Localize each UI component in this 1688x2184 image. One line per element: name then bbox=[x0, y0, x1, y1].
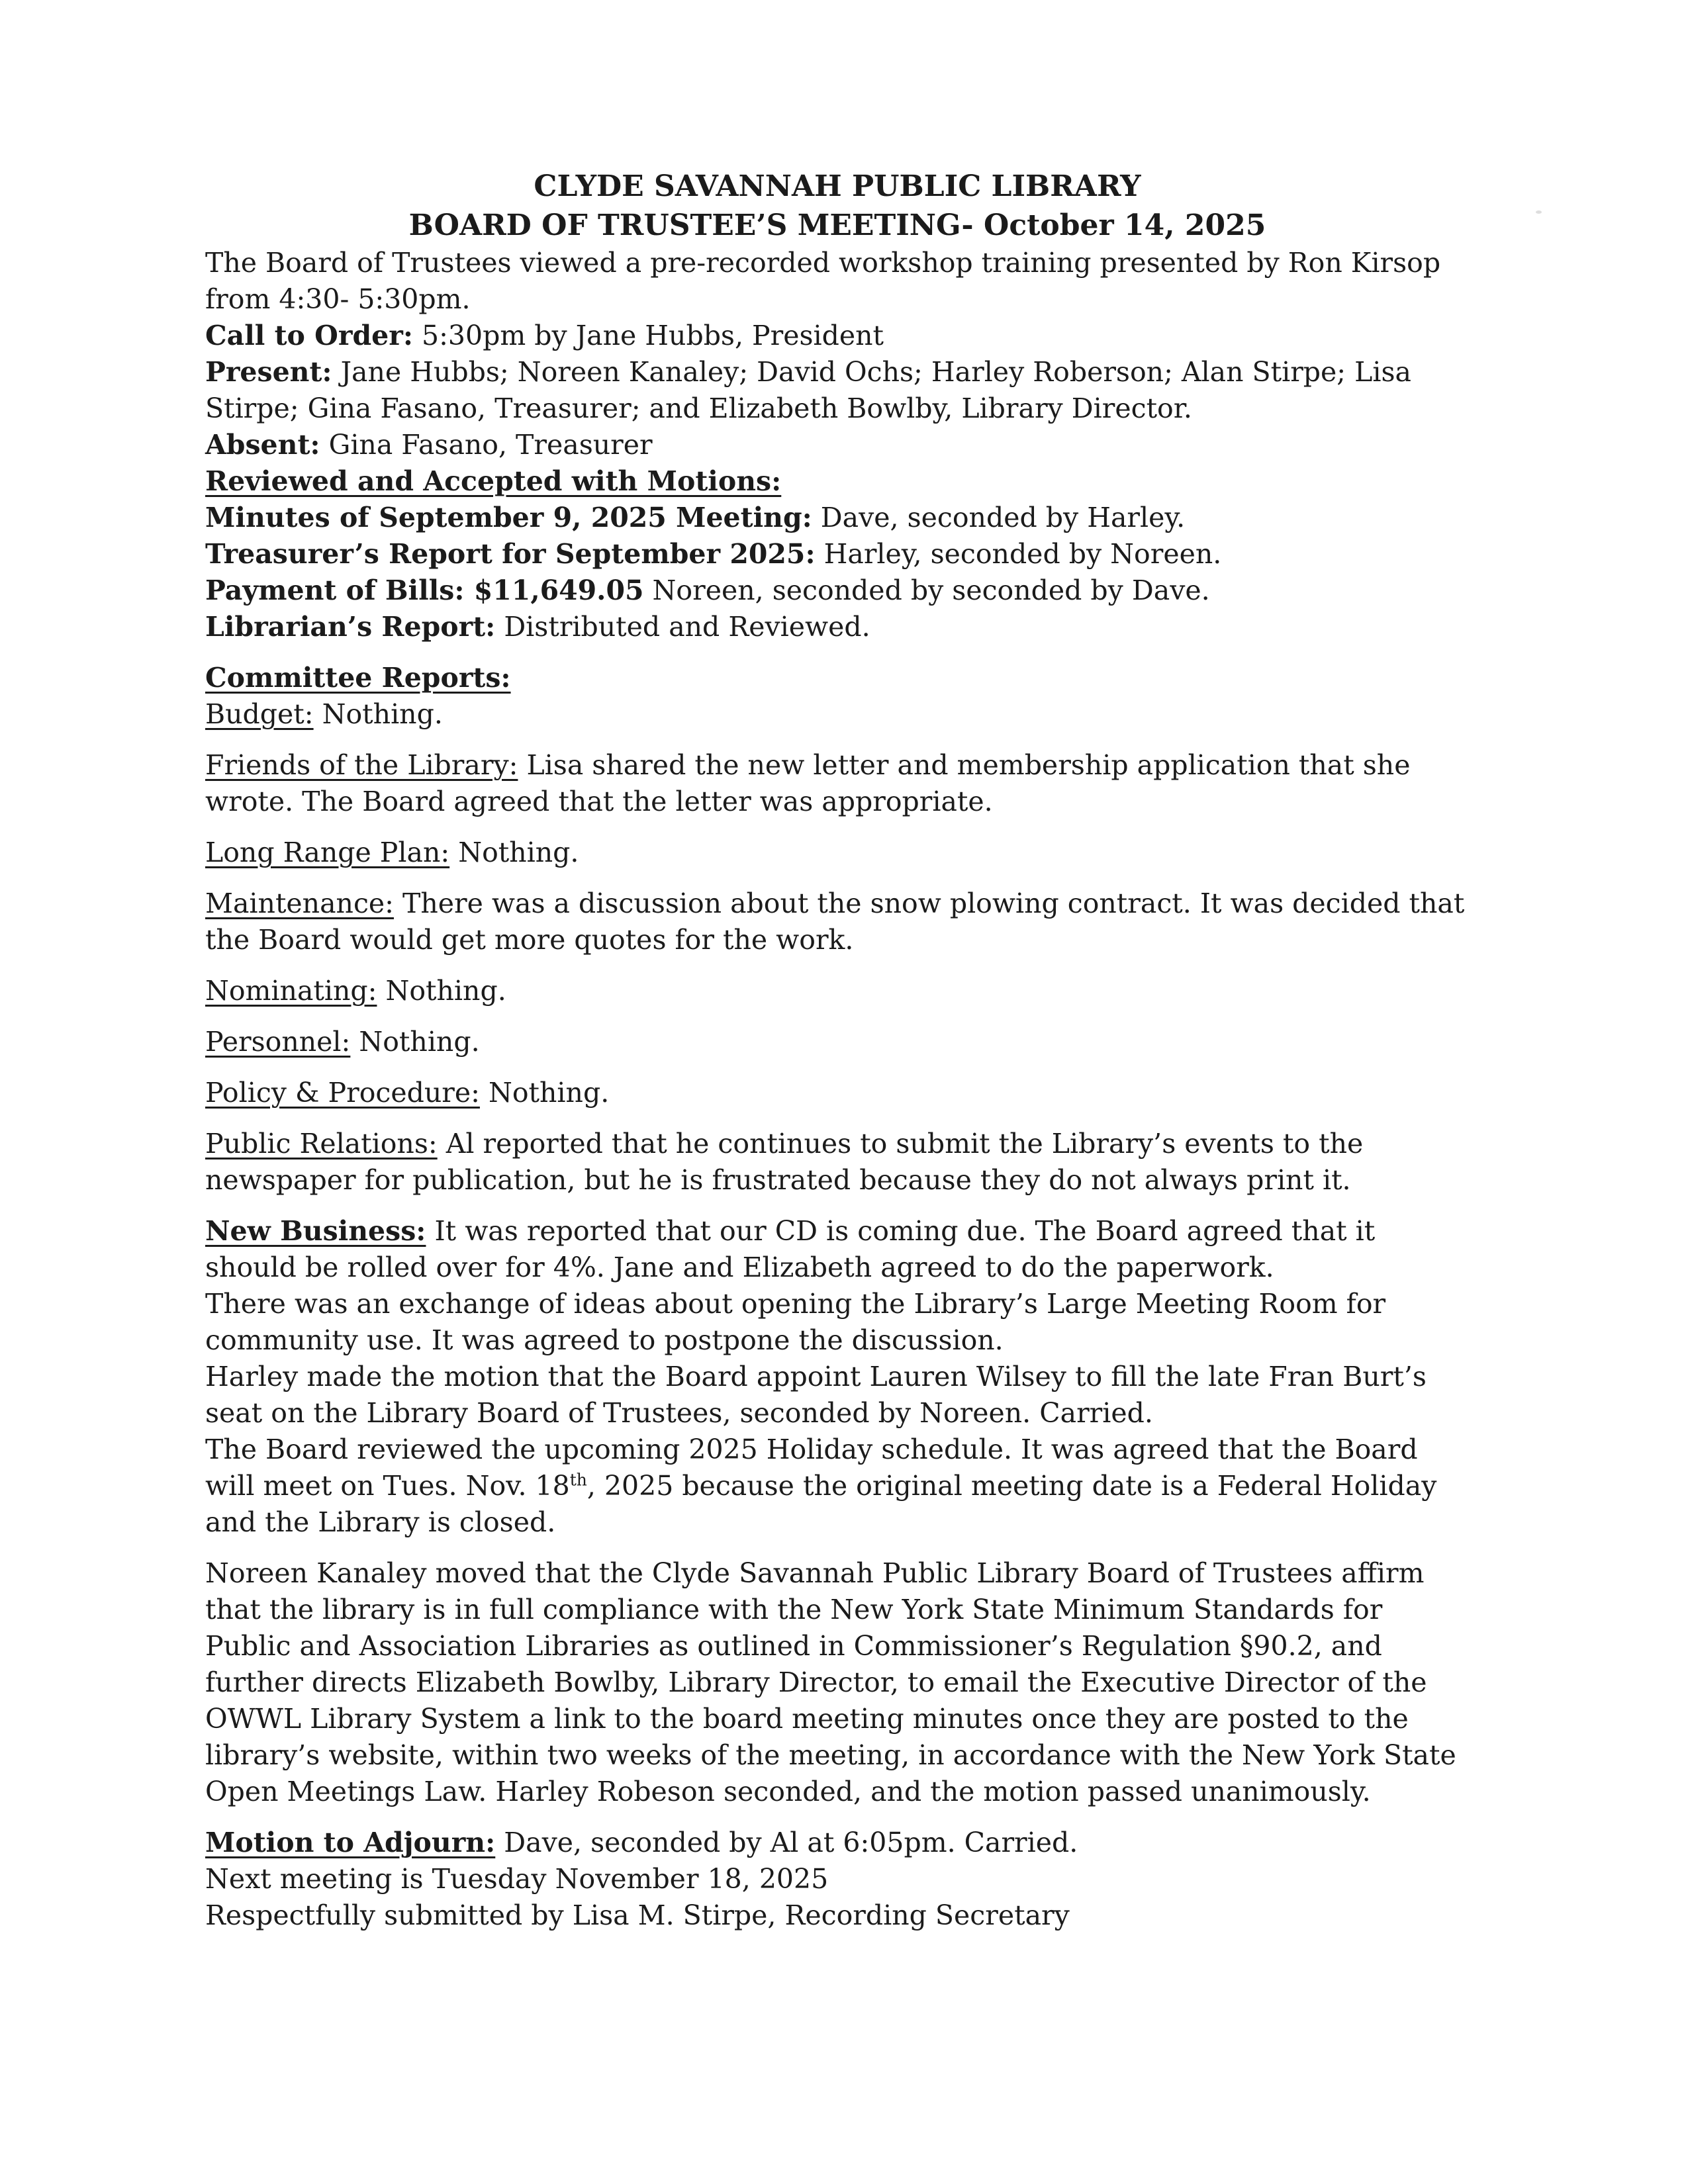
committee-long-range-plan-label: Long Range Plan: bbox=[205, 837, 450, 868]
committee-policy-procedure-label: Policy & Procedure: bbox=[205, 1077, 480, 1109]
committee-nominating-label: Nominating: bbox=[205, 975, 377, 1007]
call-to-order-label: Call to Order: bbox=[205, 320, 413, 351]
committee-nominating bbox=[205, 973, 1470, 1009]
committee-long-range-plan-text: Nothing. bbox=[449, 837, 579, 868]
reviewed-accepted-heading: Reviewed and Accepted with Motions: bbox=[205, 465, 782, 497]
committee-friends-text: Lisa shared the new letter and membership application that she wrote. The Board agreed that the letter was appropriate. bbox=[205, 749, 1411, 817]
committee-nominating-text: Nothing. bbox=[377, 975, 506, 1007]
librarian-report-text: Distributed and Reviewed. bbox=[495, 611, 870, 643]
intro-paragraph: The Board of Trustees viewed a pre-recorded workshop training presented by Ron Kirsop from 4:30- 5:30pm. bbox=[205, 247, 1441, 315]
committee-public-relations bbox=[205, 1126, 1470, 1199]
committee-maintenance-label: Maintenance: bbox=[205, 887, 394, 919]
new-business-label: New Business: bbox=[205, 1215, 426, 1247]
new-business-meeting-room-paragraph: There was an exchange of ideas about opening the Library’s Large Meeting Room for community use. It was agreed to postpone the discussion. bbox=[205, 1288, 1386, 1356]
librarian-report-line bbox=[205, 609, 1470, 645]
ordinal-superscript: th bbox=[569, 1470, 587, 1490]
treasurer-report-label: Treasurer’s Report for September 2025: bbox=[205, 538, 816, 570]
committee-long-range-plan bbox=[205, 835, 1470, 871]
present-text: Jane Hubbs; Noreen Kanaley; David Ochs; Harley Roberson; Alan Stirpe; Lisa Stirpe; Gina Fasano, Treasurer; and Elizabeth Bowlby, Library Director. bbox=[205, 356, 1411, 424]
minutes-line bbox=[205, 500, 1470, 536]
present-line bbox=[205, 354, 1470, 427]
treasurer-report-line bbox=[205, 536, 1470, 572]
committee-public-relations-text: Al reported that he continues to submit the Library’s events to the newspaper for publication, but he is frustrated because they do not always print it. bbox=[205, 1128, 1364, 1196]
committee-personnel bbox=[205, 1024, 1470, 1060]
payment-of-bills-label: Payment of Bills: $11,649.05 bbox=[205, 574, 644, 606]
new-business-paragraph bbox=[205, 1213, 1470, 1286]
submitted-line: Respectfully submitted by Lisa M. Stirpe, Recording Secretary bbox=[205, 1899, 1070, 1931]
holiday-schedule-text-after: , 2025 because the original meeting date is a Federal Holiday and the Library is closed. bbox=[205, 1470, 1437, 1538]
present-label: Present: bbox=[205, 356, 332, 388]
minutes-label: Minutes of September 9, 2025 Meeting: bbox=[205, 502, 812, 533]
treasurer-report-text: Harley, seconded by Noreen. bbox=[815, 538, 1222, 570]
minutes-text: Dave, seconded by Harley. bbox=[812, 502, 1186, 533]
absent-label: Absent: bbox=[205, 429, 320, 461]
librarian-report-label: Librarian’s Report: bbox=[205, 611, 496, 643]
committee-budget-label: Budget: bbox=[205, 698, 314, 730]
motion-to-adjourn-line bbox=[205, 1825, 1470, 1861]
committee-friends bbox=[205, 747, 1470, 820]
new-business-text: It was reported that our CD is coming due. The Board agreed that it should be rolled over for 4%. Jane and Elizabeth agreed to do the paperwork. bbox=[205, 1215, 1376, 1283]
new-business-appointment-paragraph: Harley made the motion that the Board appoint Lauren Wilsey to fill the late Fran Burt’s seat on the Library Board of Trustees, seconded by Noreen. Carried. bbox=[205, 1361, 1427, 1429]
payment-of-bills-text: Noreen, seconded by seconded by Dave. bbox=[643, 574, 1210, 606]
document-title-line2: BOARD OF TRUSTEE’S MEETING- October 14, 2025 bbox=[408, 208, 1266, 242]
call-to-order-line bbox=[205, 318, 1470, 354]
absent-line bbox=[205, 427, 1470, 463]
committee-budget-text: Nothing. bbox=[313, 698, 443, 730]
payment-of-bills-line bbox=[205, 572, 1470, 609]
next-meeting-line: Next meeting is Tuesday November 18, 2025 bbox=[205, 1863, 829, 1895]
holiday-schedule-paragraph bbox=[205, 1432, 1470, 1541]
document-title-line1: CLYDE SAVANNAH PUBLIC LIBRARY bbox=[534, 169, 1141, 203]
committee-reports-heading: Committee Reports: bbox=[205, 662, 511, 694]
motion-to-adjourn-text: Dave, seconded by Al at 6:05pm. Carried. bbox=[495, 1827, 1078, 1858]
committee-personnel-label: Personnel: bbox=[205, 1026, 351, 1058]
motion-to-adjourn-label: Motion to Adjourn: bbox=[205, 1827, 496, 1858]
document-content bbox=[205, 167, 1470, 1934]
committee-budget bbox=[205, 696, 1470, 733]
committee-maintenance-text: There was a discussion about the snow plowing contract. It was decided that the Board would get more quotes for the work. bbox=[205, 887, 1465, 956]
scan-artifact bbox=[1536, 210, 1542, 214]
absent-text: Gina Fasano, Treasurer bbox=[320, 429, 653, 461]
committee-policy-procedure-text: Nothing. bbox=[479, 1077, 610, 1109]
committee-maintenance bbox=[205, 886, 1470, 958]
committee-policy-procedure bbox=[205, 1075, 1470, 1111]
call-to-order-text: 5:30pm by Jane Hubbs, President bbox=[413, 320, 884, 351]
holiday-schedule-text-before: The Board reviewed the upcoming 2025 Holiday schedule. It was agreed that the Board will meet on Tues. Nov. 18 bbox=[205, 1433, 1418, 1502]
committee-personnel-text: Nothing. bbox=[350, 1026, 480, 1058]
committee-friends-label: Friends of the Library: bbox=[205, 749, 518, 781]
compliance-motion-paragraph: Noreen Kanaley moved that the Clyde Savannah Public Library Board of Trustees affirm that the library is in full compliance with the New York State Minimum Standards for Public and Association Libraries as outlined in Commissioner’s Regulation §90.2, and further directs Elizabeth Bowlby, Library Director, to email the Executive Director of the OWWL Library System a link to the board meeting minutes once they are posted to the library’s website, within two weeks of the meeting, in accordance with the New York State Open Meetings Law. Harley Robeson seconded, and the motion passed unanimously. bbox=[205, 1557, 1456, 1807]
committee-public-relations-label: Public Relations: bbox=[205, 1128, 438, 1160]
